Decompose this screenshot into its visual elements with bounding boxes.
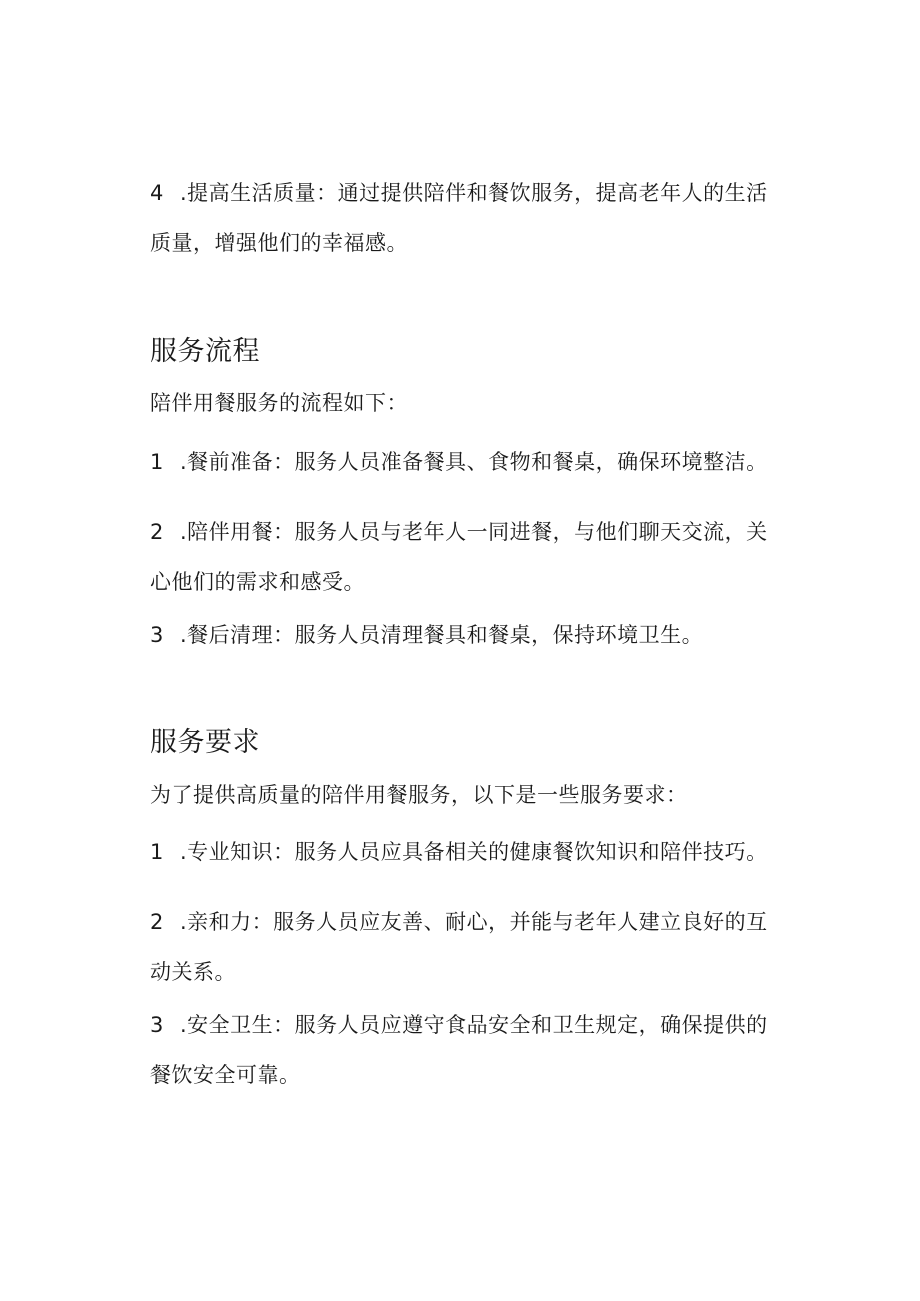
section-heading-process: 服务流程 bbox=[150, 336, 260, 367]
process-lead: 陪伴用餐服务的流程如下： bbox=[150, 391, 408, 415]
intro-item-4 bbox=[150, 168, 815, 268]
item-text: .提高生活质量：通过提供陪伴和餐饮服务，提高老年人的生活 bbox=[180, 181, 768, 205]
item-text: .餐前准备：服务人员准备餐具、食物和餐桌，确保环境整洁。 bbox=[180, 450, 768, 474]
item-text: .餐后清理：服务人员清理餐具和餐桌，保持环境卫生。 bbox=[180, 623, 704, 647]
item-text-continued: 动关系。 bbox=[150, 960, 236, 984]
item-number: 3 bbox=[150, 623, 164, 647]
item-text-continued: 心他们的需求和感受。 bbox=[150, 570, 365, 594]
item-text: .专业知识：服务人员应具备相关的健康餐饮知识和陪伴技巧。 bbox=[180, 840, 768, 864]
item-text-continued: 质量，增强他们的幸福感。 bbox=[150, 231, 408, 255]
requirements-item-1 bbox=[150, 827, 815, 877]
item-number: 1 bbox=[150, 840, 164, 864]
item-number: 2 bbox=[150, 520, 164, 544]
item-text: .安全卫生：服务人员应遵守食品安全和卫生规定，确保提供的 bbox=[180, 1013, 768, 1037]
item-text: .陪伴用餐：服务人员与老年人一同进餐，与他们聊天交流，关 bbox=[180, 520, 768, 544]
requirements-item-3 bbox=[150, 1000, 815, 1100]
item-text: .亲和力：服务人员应友善、耐心，并能与老年人建立良好的互 bbox=[180, 910, 768, 934]
item-number: 3 bbox=[150, 1013, 164, 1037]
item-text-continued: 餐饮安全可靠。 bbox=[150, 1063, 301, 1087]
section-heading-requirements: 服务要求 bbox=[150, 727, 260, 758]
requirements-item-2 bbox=[150, 897, 815, 997]
process-item-3 bbox=[150, 610, 815, 660]
process-item-2 bbox=[150, 507, 815, 607]
item-number: 4 bbox=[150, 181, 164, 205]
item-number: 2 bbox=[150, 910, 164, 934]
process-item-1 bbox=[150, 437, 815, 487]
item-number: 1 bbox=[150, 450, 164, 474]
requirements-lead: 为了提供高质量的陪伴用餐服务，以下是一些服务要求： bbox=[150, 783, 688, 807]
